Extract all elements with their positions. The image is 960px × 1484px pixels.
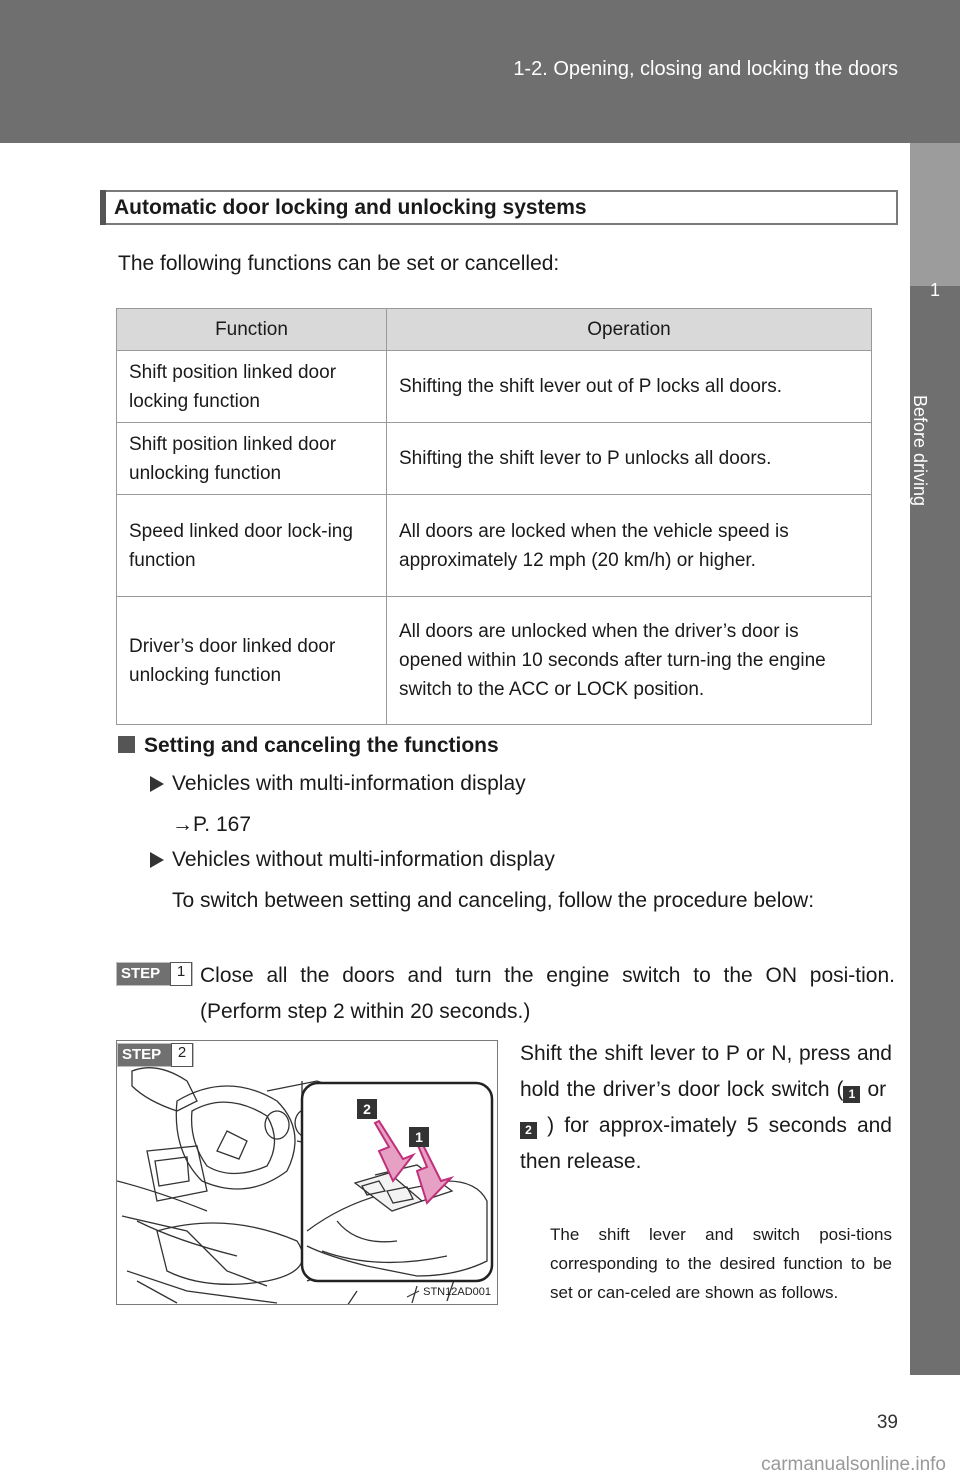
step-1-badge: STEP 1 — [116, 962, 193, 986]
table-row — [117, 597, 872, 725]
step-2-badge: STEP 2 — [117, 1043, 194, 1067]
table-cell-function: Shift position linked door unlocking function — [117, 423, 387, 495]
page-reference[interactable]: →P. 167 — [172, 813, 252, 836]
table-header-function: Function — [117, 309, 387, 351]
side-tab — [910, 143, 960, 1375]
intro-text: The following functions can be set or cancelled: — [118, 252, 560, 275]
table-cell-operation: Shifting the shift lever to P unlocks all doors. — [387, 423, 872, 495]
with-display-item: Vehicles with multi-information display — [150, 772, 526, 796]
header-title: 1-2. Opening, closing and locking the doors — [513, 58, 898, 80]
table-row — [117, 495, 872, 597]
subsection-heading: Setting and canceling the functions — [118, 734, 499, 758]
chapter-label: Before driving — [910, 395, 930, 507]
triangle-bullet-icon — [150, 776, 164, 792]
table-header-operation: Operation — [387, 309, 872, 351]
chapter-number: 1 — [929, 280, 940, 300]
table-row — [117, 351, 872, 423]
triangle-bullet-icon — [150, 852, 164, 868]
procedure-intro: To switch between setting and canceling, follow the procedure below: — [172, 889, 815, 912]
without-display-item: Vehicles without multi-information display — [150, 848, 555, 872]
step-2-text: Shift the shift lever to P or N, press and hold the driver’s door lock switch ( 1 or 2 ) for approx-imately 5 seconds and then release. — [520, 1042, 892, 1173]
switch-2-marker: 2 — [520, 1122, 537, 1139]
figure-callout-2: 2 — [363, 1101, 371, 1117]
table-header-row — [117, 309, 872, 351]
table-cell-operation: All doors are locked when the vehicle speed is approximately 12 mph (20 km/h) or higher. — [387, 495, 872, 597]
watermark: carmanualsonline.info — [761, 1454, 946, 1475]
table-cell-function: Speed linked door lock-ing function — [117, 495, 387, 597]
table-row — [117, 423, 872, 495]
interior-illustration — [117, 1041, 498, 1305]
side-chapter-highlight — [910, 143, 960, 286]
step-1-text: Close all the doors and turn the engine switch to the ON posi-tion. (Perform step 2 within 20 seconds.) — [200, 964, 895, 1023]
door-lock-switch-figure — [116, 1040, 498, 1305]
table-cell-operation: Shifting the shift lever out of P locks all doors. — [387, 351, 872, 423]
step-2-note: The shift lever and switch posi-tions corresponding to the desired function to be set or can-celed are shown as follows. — [550, 1225, 892, 1302]
table-cell-function: Shift position linked door locking function — [117, 351, 387, 423]
square-bullet-icon — [118, 736, 135, 753]
functions-table — [116, 308, 872, 725]
table-cell-function: Driver’s door linked door unlocking function — [117, 597, 387, 725]
switch-1-marker: 1 — [843, 1086, 860, 1103]
figure-code: STN12AD001 — [423, 1286, 491, 1298]
section-title: Automatic door locking and unlocking systems — [100, 190, 898, 225]
figure-callout-1: 1 — [415, 1129, 423, 1145]
table-cell-operation: All doors are unlocked when the driver’s door is opened within 10 seconds after turn-ing the engine switch to the ACC or LOCK position. — [387, 597, 872, 725]
page-number: 39 — [876, 1412, 898, 1433]
